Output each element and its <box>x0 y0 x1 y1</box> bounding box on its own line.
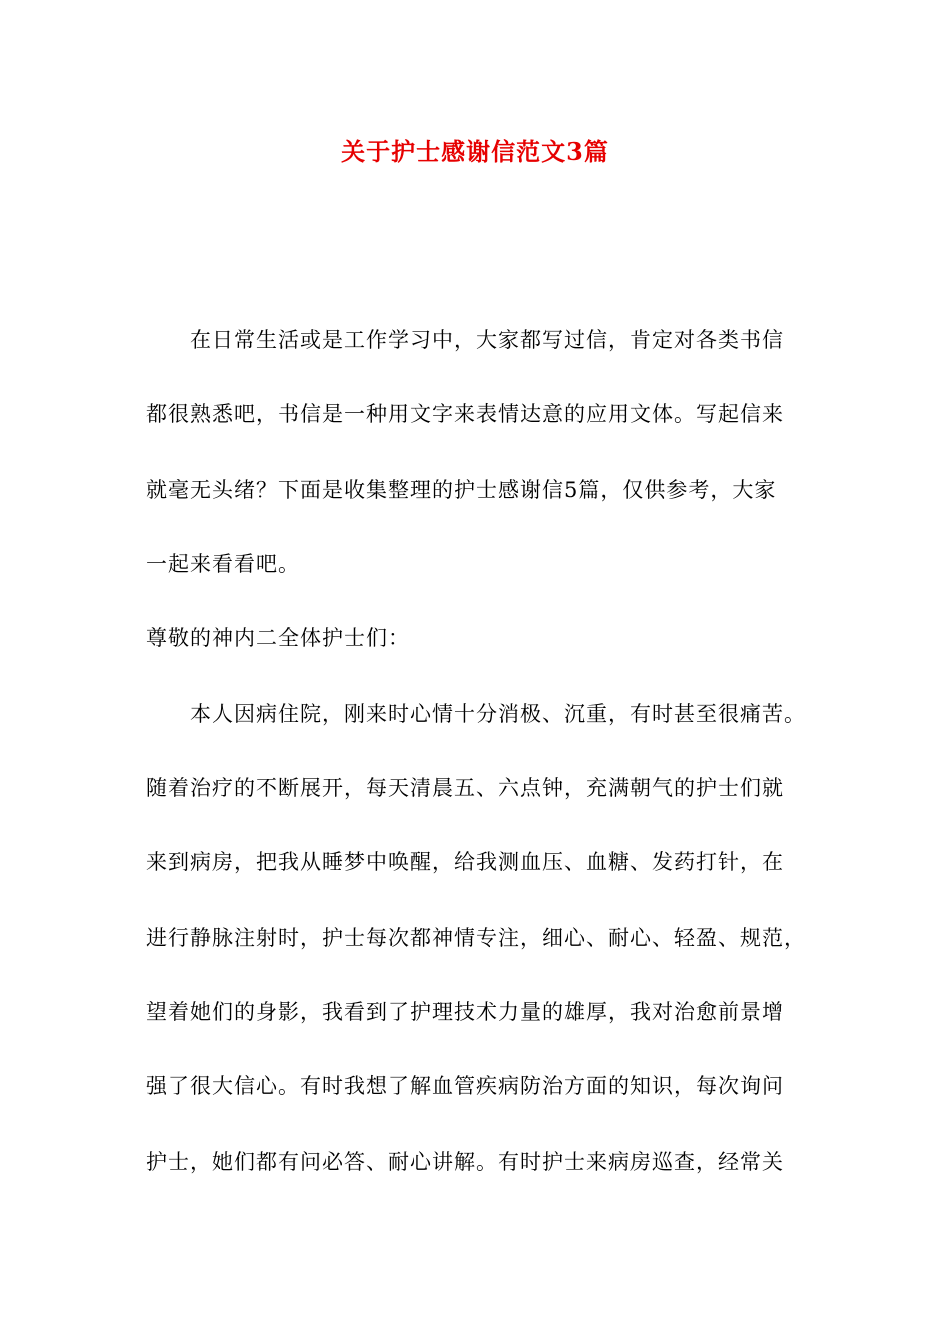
paragraph-line: 望着她们的身影，我看到了护理技术力量的雄厚，我对治愈前景增 <box>146 1000 784 1024</box>
paragraph-line: 一起来看看吧。 <box>146 552 300 576</box>
paragraph-line: 进行静脉注射时，护士每次都神情专注，细心、耐心、轻盈、规范， <box>146 926 806 950</box>
paragraph-line: 本人因病住院，刚来时心情十分消极、沉重，有时甚至很痛苦。 <box>190 702 806 726</box>
salutation-line: 尊敬的神内二全体护士们： <box>146 626 410 650</box>
paragraph-line: 来到病房，把我从睡梦中唤醒，给我测血压、血糖、发药打针，在 <box>146 850 784 874</box>
paragraph-line: 护士，她们都有问必答、耐心讲解。有时护士来病房巡查，经常关 <box>146 1150 784 1174</box>
paragraph-line: 都很熟悉吧，书信是一种用文字来表情达意的应用文体。写起信来 <box>146 402 784 426</box>
paragraph-line: 随着治疗的不断展开，每天清晨五、六点钟，充满朝气的护士们就 <box>146 776 784 800</box>
paragraph-line: 强了很大信心。有时我想了解血管疾病防治方面的知识，每次询问 <box>146 1074 784 1098</box>
paragraph-line: 就毫无头绪？下面是收集整理的护士感谢信5篇，仅供参考，大家 <box>146 478 777 502</box>
document-title: 关于护士感谢信范文3篇 <box>341 137 609 166</box>
paragraph-line: 在日常生活或是工作学习中，大家都写过信，肯定对各类书信 <box>190 328 784 352</box>
